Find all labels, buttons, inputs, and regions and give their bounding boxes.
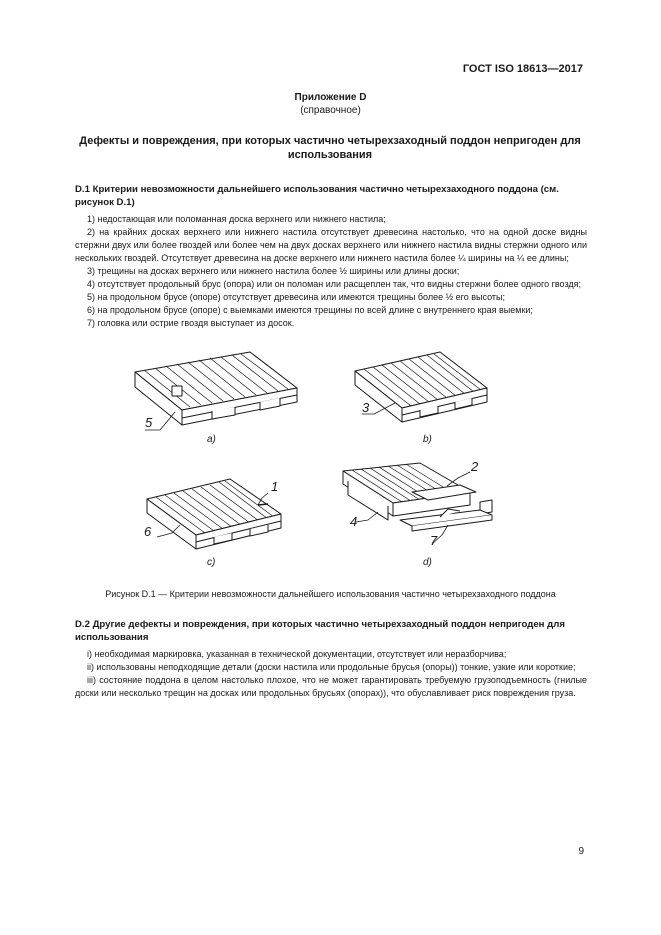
- section-d2-heading: D.2 Другие дефекты и повреждения, при которых частично четырехзаходный поддон непригоден для использования: [75, 619, 565, 643]
- figure-caption: Рисунок D.1 — Критерии невозможности дальнейшего использования частично четырехзаходного поддона: [105, 589, 556, 599]
- pallet-illustration-a: [135, 352, 297, 425]
- standard-code: ГОСТ ISO 18613—2017: [462, 63, 583, 75]
- list-item: 7) головка или острие гвоздя выступает из досок.: [87, 318, 295, 328]
- section-d2-list: [75, 648, 587, 700]
- panel-label-d: d): [423, 557, 432, 568]
- pallet-illustration-c: [147, 479, 281, 549]
- list-item: 4) отсутствует продольный брус (опора) или он поломан или расщеплен так, что видны стержни более одного гвоздя;: [87, 279, 582, 289]
- annex-title: Дефекты и повреждения, при которых частично четырехзаходный поддон непригоден для использования: [79, 135, 581, 161]
- callout-1: 1: [271, 479, 279, 494]
- panel-label-c: c): [207, 557, 216, 568]
- callout-2: 2: [471, 459, 479, 474]
- page-number: 9: [578, 846, 584, 857]
- list-item: 3) трещины на досках верхнего или нижнего настила более ½ ширины или длины доски;: [87, 266, 460, 276]
- annex-type: (справочное): [300, 105, 361, 116]
- list-item: i) необходимая маркировка, указанная в технической документации, отсутствует или неразборчива;: [87, 649, 507, 659]
- callout-7: 7: [430, 533, 438, 548]
- callout-6: 6: [144, 524, 152, 539]
- panel-label-b: b): [423, 434, 432, 445]
- list-item: ii) использованы неподходящие детали (доски настила или продольные брусья (опоры)) тонкие, узкие или короткие;: [87, 662, 576, 672]
- callout-3: 3: [362, 400, 370, 415]
- annex-label: Приложение D: [294, 92, 367, 103]
- list-item: 1) недостающая или поломанная доска верхнего или нижнего настила;: [87, 214, 386, 224]
- list-item: iii) состояние поддона в целом настолько плохое, что не может гарантировать требуемую грузоподъемность (гнилые доски или несколько трещин на досках или продольных брусьях (опорах)), что обуславливает риск повреждения груза.: [75, 675, 587, 698]
- list-item: 5) на продольном брусе (опоре) отсутствует древесина или имеются трещины более ½ его высоты;: [87, 292, 505, 302]
- section-d1-heading: D.1 Критерии невозможности дальнейшего использования частично четырехзаходного поддона (см. рисунок D.1): [75, 184, 559, 208]
- callout-5: 5: [145, 415, 153, 430]
- panel-label-a: a): [207, 434, 216, 445]
- pallet-illustration-b: [355, 352, 487, 422]
- callout-4: 4: [350, 514, 358, 529]
- list-item: 2) на крайних досках верхнего или нижнего настила отсутствует древесина настолько, что на одной доске видны стержни двух или более гвоздей или более чем на двух досках верхнего или нижнего настила видны стержни одного или нескольких гвоздей. Отсутствует древесина на доске верхнего или нижнего настила более ¼ ширины на ¼ ее длины;: [75, 227, 587, 263]
- list-item: 6) на продольном брусе (опоре) с выемками имеются трещины по всей длине с внутреннего края выемки;: [87, 305, 533, 315]
